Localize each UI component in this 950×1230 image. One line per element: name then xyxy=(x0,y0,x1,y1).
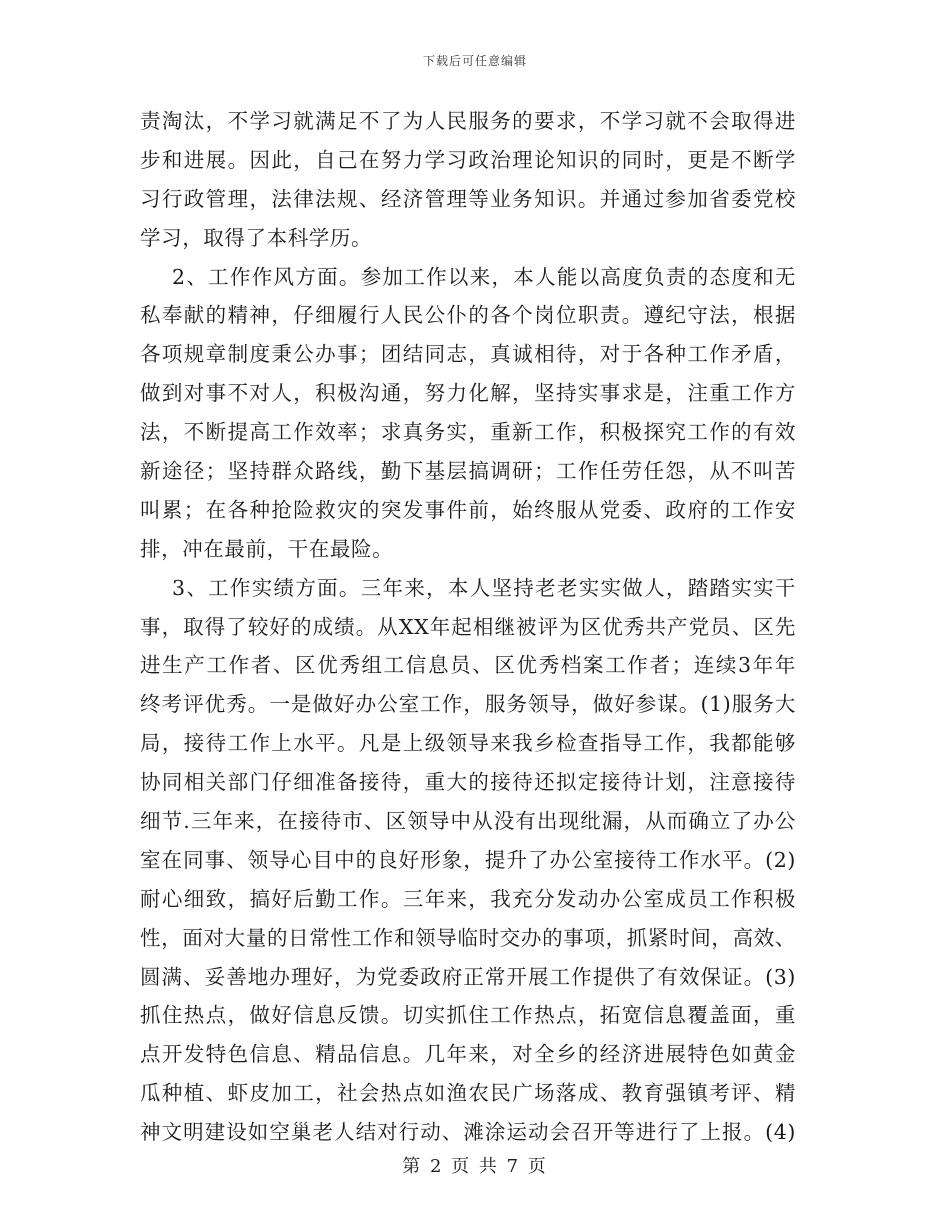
text-line: 瓜种植、虾皮加工，社会热点如渔农民广场落成、教育强镇考评、精 xyxy=(140,1081,796,1106)
text-line: 排，冲在最前，干在最险。 xyxy=(140,536,394,561)
text-line: 3、工作实绩方面。三年来，本人坚持老老实实做人，踏踏实实干 xyxy=(172,575,796,600)
text-line: 进生产工作者、区优秀组工信息员、区优秀档案工作者；连续3年年 xyxy=(140,653,796,678)
text-line: 抓住热点，做好信息反馈。切实抓住工作热点，拓宽信息覆盖面，重 xyxy=(140,1003,796,1028)
text-line: 点开发特色信息、精品信息。几年来，对全乡的经济进展特色如黄金 xyxy=(140,1042,796,1067)
text-line: 室在同事、领导心目中的良好形象，提升了办公室接待工作水平。(2) xyxy=(140,847,796,872)
page-header-note: 下载后可任意编辑 xyxy=(422,54,527,68)
text-line: 法，不断提高工作效率；求真务实，重新工作，积极探究工作的有效 xyxy=(140,420,796,445)
text-line: 责淘汰，不学习就满足不了为人民服务的要求，不学习就不会取得进 xyxy=(140,109,796,133)
text-line: 习行政管理，法律法规、经济管理等业务知识。并通过参加省委党校 xyxy=(140,186,796,211)
text-line: 性，面对大量的日常性工作和领导临时交办的事项，抓紧时间，高效、 xyxy=(140,925,796,950)
text-line: 终考评优秀。一是做好办公室工作，服务领导，做好参谋。(1)服务大 xyxy=(140,692,796,717)
text-line: 叫累；在各种抢险救灾的突发事件前，始终服从党委、政府的工作安 xyxy=(140,497,796,522)
text-line: 神文明建设如空巢老人结对行动、滩涂运动会召开等进行了上报。(4) xyxy=(140,1120,796,1145)
text-line: 2、工作作风方面。参加工作以来，本人能以高度负责的态度和无 xyxy=(172,264,796,289)
text-line: 圆满、妥善地办理好，为党委政府正常开展工作提供了有效保证。(3) xyxy=(140,964,796,989)
text-line: 局，接待工作上水平。凡是上级领导来我乡检查指导工作，我都能够 xyxy=(140,731,796,756)
text-line: 做到对事不对人，积极沟通，努力化解，坚持实事求是，注重工作方 xyxy=(140,381,796,406)
text-line: 新途径；坚持群众路线，勤下基层搞调研；工作任劳任怨，从不叫苦 xyxy=(140,459,796,484)
text-line: 私奉献的精神，仔细履行人民公仆的各个岗位职责。遵纪守法，根据 xyxy=(140,303,796,328)
text-line: 各项规章制度秉公办事；团结同志，真诚相待，对于各种工作矛盾， xyxy=(140,342,796,367)
document-body xyxy=(140,102,796,1152)
text-line: 事，取得了较好的成绩。从XX年起相继被评为区优秀共产党员、区先 xyxy=(140,614,796,639)
text-line: 协同相关部门仔细准备接待，重大的接待还拟定接待计划，注意接待 xyxy=(140,770,796,795)
text-line: 耐心细致，搞好后勤工作。三年来，我充分发动办公室成员工作积极 xyxy=(140,886,796,911)
text-line: 步和进展。因此，自己在努力学习政治理论知识的同时，更是不断学 xyxy=(140,147,796,172)
text-line: 细节.三年来，在接待市、区领导中从没有出现纰漏，从而确立了办公 xyxy=(140,809,796,834)
text-line: 学习，取得了本科学历。 xyxy=(140,225,373,250)
page-number: 第 2 页 共 7 页 xyxy=(402,1156,548,1177)
